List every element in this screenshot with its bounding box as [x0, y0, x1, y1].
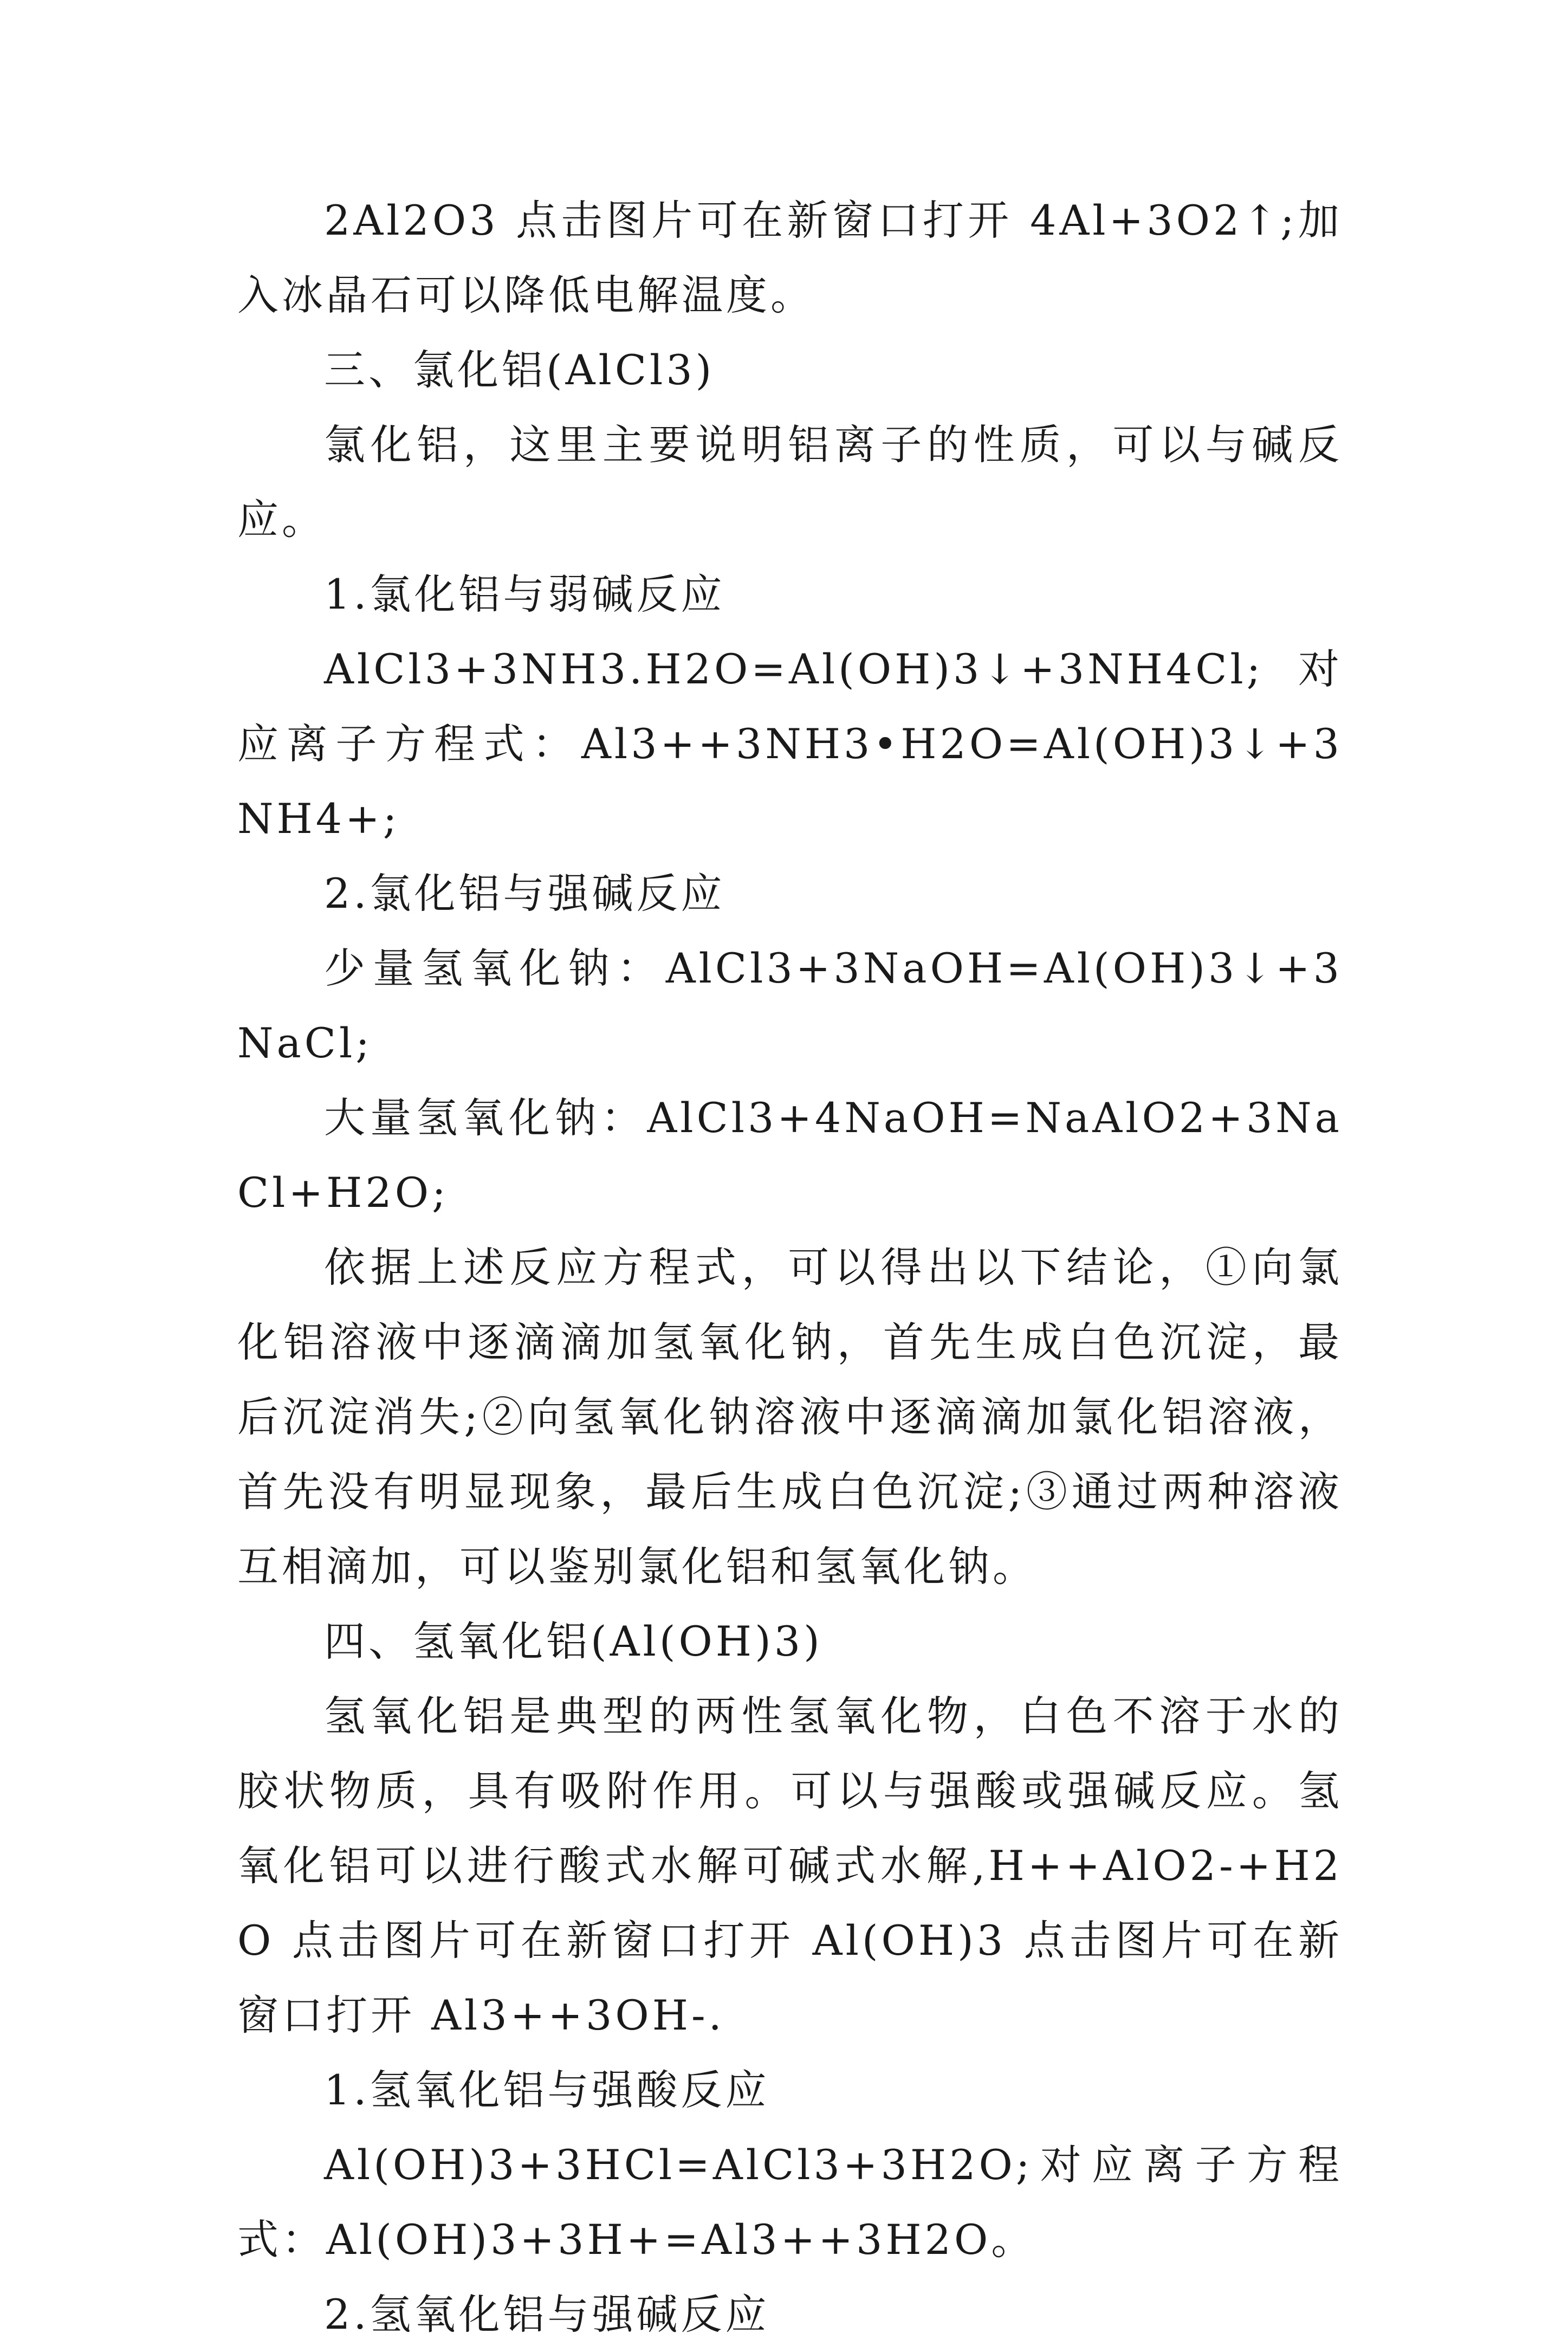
equation-paragraph: 少量氢氧化钠：AlCl3+3NaOH=Al(OH)3↓+3NaCl;	[237, 944, 1343, 1067]
equation-paragraph: Al(OH)3+3HCl=AlCl3+3H2O;对应离子方程式：Al(OH)3+3H+=Al3++3H2O。	[237, 2141, 1343, 2264]
paragraph: 2Al2O3 点击图片可在新窗口打开 4Al+3O2↑;加入冰晶石可以降低电解温度。	[237, 196, 1343, 319]
equation-paragraph: AlCl3+3NH3.H2O=Al(OH)3↓+3NH4Cl;对应离子方程式：Al3++3NH3•H2O=Al(OH)3↓+3NH4+;	[237, 645, 1343, 843]
equation-paragraph: 大量氢氧化钠：AlCl3+4NaOH=NaAlO2+3NaCl+H2O;	[237, 1094, 1343, 1217]
paragraph: 氯化铝，这里主要说明铝离子的性质，可以与碱反应。	[237, 421, 1343, 544]
section-heading-aluminum-chloride: 三、氯化铝(AlCl3)	[324, 346, 715, 394]
paragraph: 氢氧化铝是典型的两性氢氧化物，白色不溶于水的胶状物质，具有吸附作用。可以与强酸或强碱反应。氢氧化铝可以进行酸式水解可碱式水解,H++AlO2-+H2O 点击图片可在新窗口打开 Al(OH)3 点击图片可在新窗口打开 Al3++3OH-.	[237, 1692, 1343, 2039]
subheading: 1.氢氧化铝与强酸反应	[324, 2066, 770, 2114]
subheading: 2.氢氧化铝与强碱反应	[324, 2290, 770, 2338]
document-body	[237, 183, 1343, 2352]
section-heading-aluminum-hydroxide: 四、氢氧化铝(Al(OH)3)	[324, 1617, 823, 1665]
subheading: 2.氯化铝与强碱反应	[324, 869, 725, 917]
subheading: 1.氯化铝与弱碱反应	[324, 570, 725, 618]
paragraph: 依据上述反应方程式，可以得出以下结论，①向氯化铝溶液中逐滴滴加氢氧化钠，首先生成白色沉淀，最后沉淀消失;②向氢氧化钠溶液中逐滴滴加氯化铝溶液，首先没有明显现象，最后生成白色沉淀;③通过两种溶液互相滴加，可以鉴别氯化铝和氢氧化钠。	[237, 1243, 1343, 1591]
